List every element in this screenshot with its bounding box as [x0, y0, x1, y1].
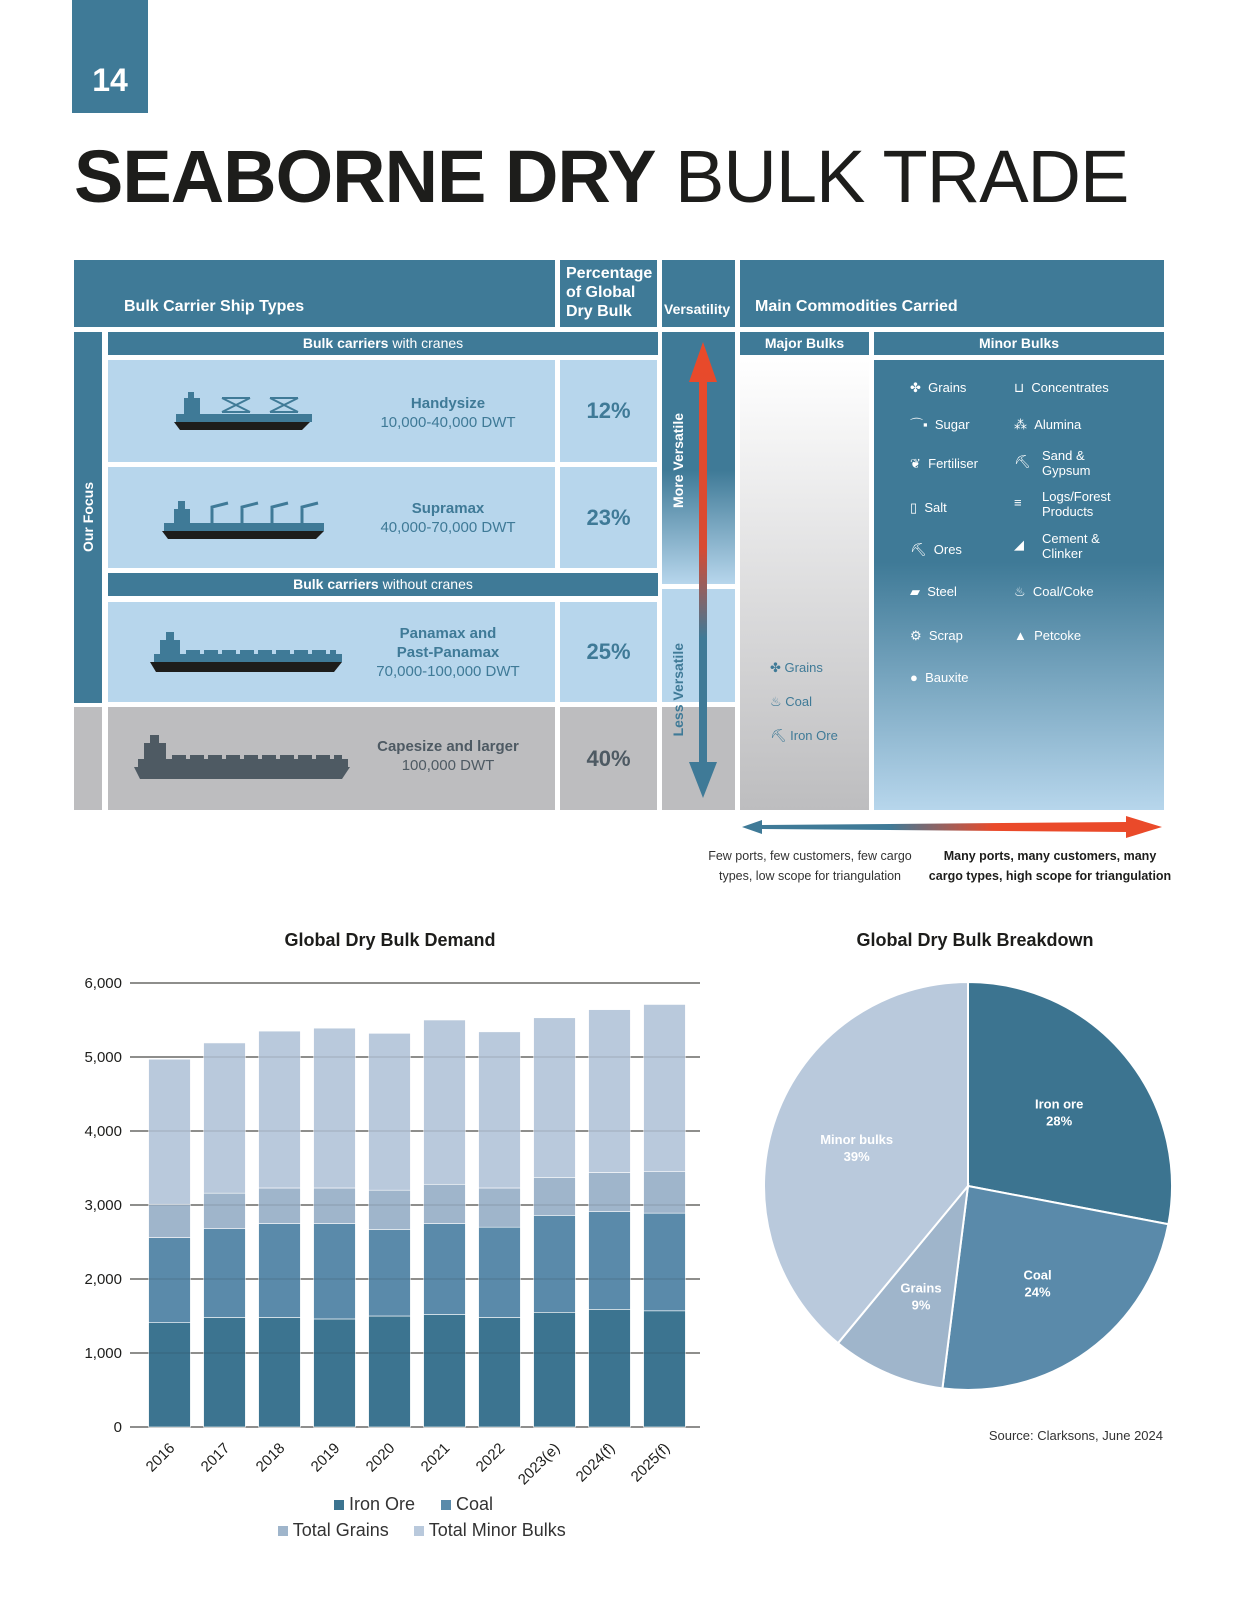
legend-coal-label: Coal: [456, 1494, 494, 1514]
legend-minor: [414, 1520, 566, 1541]
section-without-cranes: [108, 573, 658, 596]
legend-iron-ore: [334, 1494, 415, 1515]
mine-cart-icon: ⊔: [1014, 380, 1025, 395]
header-percentage: [560, 260, 657, 327]
minor-bulks-header: Minor Bulks: [874, 332, 1164, 355]
bar-segment: [204, 1193, 246, 1229]
bar-segment: [589, 1010, 631, 1173]
legend-swatch-grains: [278, 1526, 288, 1536]
x-tick-label: 2018: [252, 1439, 289, 1476]
ship-row-capesize: [108, 707, 555, 810]
bar-segment: [314, 1188, 356, 1224]
scale-left-line2: types, low scope for triangulation: [718, 869, 902, 883]
header-commodities-label: Main Commodities Carried: [755, 298, 958, 315]
minor-scrap: [910, 628, 963, 643]
legend-coal: [441, 1494, 493, 1515]
bar-segment: [314, 1028, 356, 1188]
legend-swatch-iron-ore: [334, 1500, 344, 1510]
y-tick-label: 3,000: [84, 1197, 122, 1214]
minor-logs-label-1: Logs/Forest: [1042, 489, 1111, 504]
pct-handysize: 12%: [560, 360, 657, 462]
scale-right-line2: cargo types, high scope for triangulation: [928, 869, 1172, 883]
anvil-icon: ▰: [910, 584, 920, 599]
x-tick-label: 2021: [417, 1439, 454, 1476]
minor-salt-label: Salt: [924, 500, 947, 515]
pct-panamax: 25%: [560, 602, 657, 702]
title-light: BULK TRADE: [675, 135, 1129, 218]
header-pct-line3: Dry Bulk: [566, 303, 632, 320]
ship-name-panamax-2: Past-Panamax: [396, 644, 500, 661]
major-item-coal-label: Coal: [785, 694, 813, 709]
handysize-ship-icon: [170, 384, 318, 434]
bar-segment: [314, 1224, 356, 1319]
minor-cement-label-1: Cement &: [1042, 531, 1100, 546]
minor-logs: [1014, 489, 1111, 519]
pie-label: Iron ore: [1034, 1096, 1084, 1112]
our-focus-bar: [74, 332, 102, 703]
section-with-cranes: [108, 332, 658, 355]
minor-steel: [910, 584, 957, 599]
minor-sand: [1014, 448, 1090, 478]
ship-name-supramax: Supramax: [411, 500, 485, 517]
sugar-spoon-icon: ⌒▪: [910, 417, 928, 432]
minor-ores-label: Ores: [933, 542, 962, 557]
minor-concentrates-label: Concentrates: [1031, 380, 1109, 395]
header-versatility-label: Versatility: [664, 301, 731, 317]
header-versatility: [662, 260, 735, 327]
pickaxe-icon: ⛏: [770, 728, 787, 743]
less-versatile-label: Less Versatile: [670, 643, 686, 737]
minor-coal-coke-label: Coal/Coke: [1032, 584, 1094, 599]
supramax-ship-icon: [158, 497, 328, 547]
minor-sugar-label: Sugar: [934, 417, 970, 432]
x-tick-label: 2020: [362, 1439, 399, 1476]
header-ship-types-label: Bulk Carrier Ship Types: [124, 298, 305, 315]
x-tick-label: 2016: [142, 1439, 179, 1476]
bar-segment: [479, 1317, 521, 1427]
x-tick-label: 2019: [307, 1439, 344, 1476]
bar-segment: [314, 1319, 356, 1427]
bar-segment: [589, 1172, 631, 1211]
bar-segment: [149, 1059, 191, 1204]
minor-sand-label-1: Sand &: [1042, 448, 1085, 463]
y-tick-label: 4,000: [84, 1123, 122, 1140]
legend-swatch-minor: [414, 1526, 424, 1536]
minor-grains: [910, 380, 966, 395]
bar-segment: [644, 1004, 686, 1171]
scale-left-line1: Few ports, few customers, few cargo: [708, 849, 912, 863]
without-cranes-rest: without cranes: [382, 576, 473, 592]
bar-segment: [534, 1178, 576, 1216]
minor-logs-label-2: Products: [1042, 504, 1094, 519]
ship-dwt-supramax: 40,000-70,000 DWT: [380, 519, 516, 536]
major-bulks-header: Major Bulks: [740, 332, 869, 355]
minor-petcoke-label: Petcoke: [1034, 628, 1082, 643]
minor-alumina-label: Alumina: [1034, 417, 1082, 432]
major-bulks-panel: [740, 360, 869, 810]
minor-cement-label-2: Clinker: [1042, 546, 1083, 561]
scrap-gears-icon: ⚙: [910, 628, 922, 643]
ship-name-capesize: Capesize and larger: [377, 738, 519, 755]
minor-bauxite: [910, 670, 968, 685]
with-cranes-rest: with cranes: [392, 335, 464, 351]
x-tick-label: 2023(e): [514, 1439, 564, 1489]
y-tick-label: 5,000: [84, 1049, 122, 1066]
bar-segment: [424, 1020, 466, 1184]
header-pct-line2: of Global: [566, 284, 636, 301]
y-tick-label: 6,000: [84, 975, 122, 992]
breakdown-chart-title: Global Dry Bulk Breakdown: [856, 930, 1094, 950]
bar-segment: [644, 1311, 686, 1427]
bar-segment: [534, 1018, 576, 1178]
trowel-icon: ◢: [1014, 537, 1024, 552]
wheat-icon: ✤: [910, 380, 921, 395]
more-versatile-box: [664, 390, 692, 530]
x-tick-label: 2022: [472, 1439, 509, 1476]
minor-concentrates: [1014, 380, 1109, 395]
bar-segment: [259, 1188, 301, 1224]
pie-pct-label: 28%: [1046, 1113, 1073, 1129]
minor-alumina: [1014, 417, 1081, 432]
bar-segment: [479, 1227, 521, 1317]
ship-dwt-panamax: 70,000-100,000 DWT: [376, 663, 520, 680]
page-title: [74, 135, 1129, 218]
bar-segment: [149, 1238, 191, 1323]
bar-segment: [149, 1323, 191, 1427]
major-item-iron-ore: [770, 728, 838, 744]
more-versatile-label: More Versatile: [670, 412, 686, 508]
ship-row-panamax: [108, 602, 555, 702]
minor-steel-label: Steel: [927, 584, 957, 599]
minor-sugar: [910, 417, 970, 432]
salt-shaker-icon: ▯: [910, 500, 918, 515]
ship-name-handysize: Handysize: [410, 395, 486, 412]
our-focus-label: Our Focus: [80, 482, 96, 553]
pile-icon: ▲: [1014, 628, 1027, 643]
scale-left-caption: [700, 846, 920, 886]
header-ship-types: [74, 260, 555, 327]
pie-pct-label: 9%: [911, 1297, 931, 1313]
less-versatile-box: [664, 620, 692, 760]
bar-segment: [534, 1215, 576, 1312]
scale-right-line1: Many ports, many customers, many: [943, 849, 1157, 863]
pie-label: Grains: [900, 1280, 942, 1296]
x-tick-label: 2025(f): [627, 1439, 674, 1486]
legend-iron-ore-label: Iron Ore: [349, 1494, 416, 1514]
y-tick-label: 2,000: [84, 1271, 122, 1288]
bar-segment: [204, 1317, 246, 1427]
header-commodities: [740, 260, 1164, 327]
bar-segment: [369, 1229, 411, 1316]
without-cranes-bold: Bulk carriers: [293, 576, 379, 592]
pie-pct-label: 24%: [1024, 1284, 1051, 1300]
bar-segment: [259, 1031, 301, 1188]
bar-segment: [424, 1184, 466, 1223]
bar-segment: [589, 1309, 631, 1427]
minor-salt: [910, 500, 947, 515]
granules-icon: ⁂: [1014, 417, 1027, 432]
bar-segment: [204, 1043, 246, 1193]
pct-capesize: 40%: [560, 707, 657, 810]
bar-segment: [149, 1204, 191, 1237]
triangulation-scale-arrow: [740, 815, 1164, 839]
pie-pct-label: 39%: [843, 1148, 870, 1164]
y-tick-label: 0: [113, 1419, 122, 1436]
pickaxe-icon: ⛏: [910, 542, 927, 557]
bar-segment: [534, 1312, 576, 1427]
major-item-grains: [770, 660, 823, 676]
flame-icon: ♨: [1014, 584, 1026, 599]
source-note: Source: Clarksons, June 2024: [988, 1428, 1163, 1443]
wheat-icon: ✤: [770, 660, 781, 675]
major-item-grains-label: Grains: [784, 660, 823, 675]
bar-segment: [259, 1317, 301, 1427]
header-pct-line1: Percentage: [566, 265, 653, 282]
bar-segment: [589, 1212, 631, 1310]
minor-ores: [910, 542, 962, 557]
bar-segment: [204, 1229, 246, 1318]
minor-coal-coke: [1014, 584, 1094, 599]
minor-petcoke: [1014, 628, 1081, 643]
scale-right-caption: [925, 846, 1175, 886]
breakdown-pie-chart: [740, 965, 1180, 1405]
legend-minor-label: Total Minor Bulks: [428, 1520, 566, 1540]
ship-dwt-capesize: 100,000 DWT: [401, 757, 495, 774]
bar-segment: [479, 1032, 521, 1188]
page-number-badge: [72, 0, 148, 113]
minor-sand-label-2: Gypsum: [1042, 463, 1091, 478]
page-number: 14: [92, 62, 128, 98]
x-tick-label: 2017: [197, 1439, 234, 1476]
legend-grains-label: Total Grains: [292, 1520, 389, 1540]
minor-bauxite-label: Bauxite: [925, 670, 969, 685]
bar-segment: [424, 1315, 466, 1427]
bar-segment: [369, 1190, 411, 1229]
pie-label: Minor bulks: [820, 1131, 894, 1147]
demand-chart-title: Global Dry Bulk Demand: [284, 930, 496, 950]
bar-segment: [259, 1224, 301, 1318]
major-item-coal: [770, 694, 812, 710]
minor-bulks-panel: [874, 360, 1164, 810]
x-tick-label: 2024(f): [572, 1439, 619, 1486]
logs-icon: ≡: [1014, 495, 1022, 510]
minor-fertiliser-label: Fertiliser: [928, 456, 978, 471]
bar-segment: [479, 1188, 521, 1227]
minor-fertiliser: [910, 456, 978, 471]
minor-grains-label: Grains: [928, 380, 967, 395]
pct-supramax: 23%: [560, 467, 657, 568]
ship-dwt-handysize: 10,000-40,000 DWT: [380, 414, 516, 431]
ship-name-panamax-1: Panamax and: [399, 625, 497, 642]
with-cranes-bold: Bulk carriers: [302, 335, 389, 351]
rock-pile-icon: ●: [910, 670, 918, 685]
ship-row-handysize: [108, 360, 555, 462]
bar-segment: [424, 1224, 466, 1315]
minor-cement: [1014, 531, 1100, 561]
demand-bar-chart: [60, 965, 720, 1545]
flame-icon: ♨: [770, 694, 782, 709]
title-bold: SEABORNE DRY: [74, 135, 656, 218]
minor-scrap-label: Scrap: [928, 628, 963, 643]
leaf-icon: ❦: [910, 456, 921, 471]
legend-swatch-coal: [441, 1500, 451, 1510]
capesize-side-bar: [74, 707, 102, 810]
bar-segment: [644, 1172, 686, 1213]
legend-grains: [278, 1520, 389, 1541]
shovel-icon: ⛏: [1014, 454, 1031, 469]
panamax-ship-icon: [146, 628, 346, 680]
ship-row-supramax: [108, 467, 555, 568]
y-tick-label: 1,000: [84, 1345, 122, 1362]
pie-label: Coal: [1023, 1267, 1052, 1283]
major-item-iron-ore-label: Iron Ore: [790, 728, 838, 743]
bar-segment: [644, 1213, 686, 1311]
bar-segment: [369, 1316, 411, 1427]
capesize-ship-icon: [130, 731, 360, 787]
